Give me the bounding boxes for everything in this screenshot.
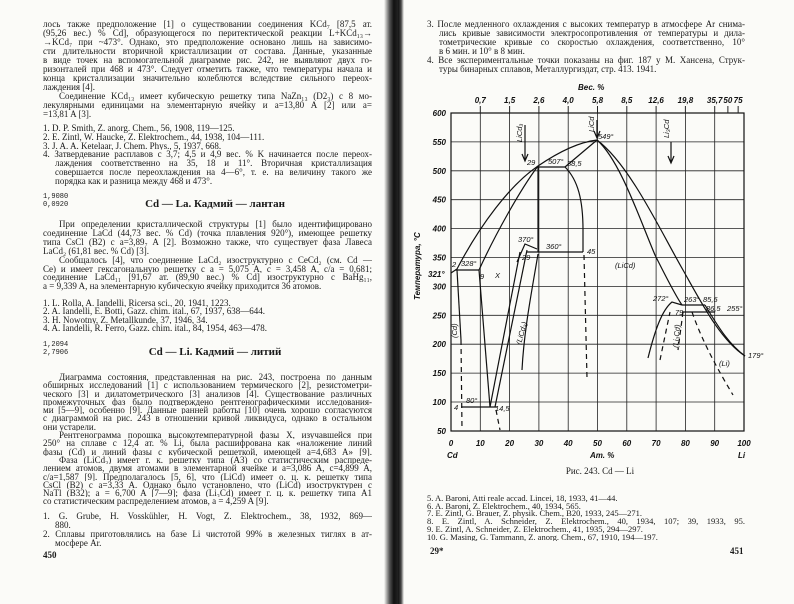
x-tick-label: 100 — [737, 439, 751, 448]
label-80: 80° — [466, 396, 478, 405]
x-axis-title: Ат. % — [590, 451, 615, 460]
text-line: сти длительности вторичной кристаллизации от состава. Данные, указанные — [43, 47, 372, 56]
section-heading-cd-li: Cd — Li. Кадмий — литий — [148, 346, 282, 358]
label-4: 4 — [454, 403, 459, 412]
text-line: 6. A. Baroni, Z. Elektrochem., 40, 1934, 565. — [427, 502, 581, 511]
text-line: совершается после переохлаждения на 4—6°, т. е. на величину такого же — [55, 167, 372, 177]
right-references — [427, 495, 745, 541]
text-line: мосфере Ar. — [55, 539, 102, 548]
label-li3cd-region: (Li₃Cd) — [671, 324, 683, 349]
label-licd-region: (LiCd) — [615, 261, 636, 270]
label-li3cd-compound: Li₃Cd — [662, 119, 671, 138]
licd-left-boundary — [565, 167, 583, 252]
text-line: CsCl (B2) с a=3,33 A. Однако было установлено, что (LiCd) изоструктурен с — [43, 480, 372, 490]
x-tick-label: 10 — [475, 439, 485, 448]
y-tick-label: 500 — [432, 166, 446, 176]
text-line: 5. A. Baroni, Atti reale accad. Lincei, 18, 1933, 41—44. — [427, 495, 618, 503]
text-line: 3. После медленного охлаждения с высоких температур в атмосфере Ar снима- — [427, 20, 745, 29]
top-tick-label: 0,7 — [474, 96, 486, 105]
label-45: 45 — [587, 247, 596, 256]
x-tick-label: 50 — [593, 439, 602, 448]
y-axis-title: Температура, °C — [413, 232, 422, 300]
y-tick-label: 150 — [432, 369, 446, 379]
text-line: лаждения [4]. — [43, 83, 96, 92]
text-line: лекулярными единицами на элементарную ячейку и a=13,80 A [2] или a= — [43, 101, 372, 110]
label-licd-compound: LiCd — [587, 116, 596, 132]
text-line: 2. E. Zintl, W. Haucke, Z. Elektrochem., 44, 1938, 104—111. — [43, 132, 265, 142]
y-tick-label: 100 — [432, 398, 446, 407]
li-code-2: 2,7906 — [43, 349, 69, 357]
label-38-5: 38,5 — [567, 159, 582, 168]
top-axis-title: Вес. % — [578, 83, 605, 92]
label-79: 79 — [675, 308, 684, 317]
top-tick-label: 4,0 — [562, 96, 574, 105]
text-line: Диаграмма состояния, представленная на рис. 243, построена по данным — [59, 373, 372, 382]
text-line: порядка как и разница между 468 и 473°. — [55, 176, 213, 186]
text-line: фазы (Cd) и линий фазы с кубической решеткой, имеющей a=4,683 A» [9]. — [43, 447, 372, 456]
label-370: 370° — [518, 235, 534, 244]
text-line: 880. — [55, 521, 71, 530]
x-tick-label: 80 — [680, 439, 690, 448]
text-line: NaTl (B32); a = 6,700 A [7—9]; фаза (Li₃Cd) имеет г. ц. к. решетку типа A1 — [43, 489, 372, 498]
text-line: 8. E. Zintl, A. Schneider, Z. Elektrochem., 40, 1934, 107; 39, 1933, 95. — [427, 518, 745, 526]
text-line: 2. Сплавы приготовлялись на базе Li чистотой 99% в железных тиглях в ат- — [43, 530, 372, 539]
y-tick-label: 550 — [432, 137, 446, 147]
label-cd-region: (Cd) — [450, 323, 459, 338]
text-line: конца кристаллизации значительно колеблются вследствие сильного переох- — [43, 74, 372, 83]
x-tick-label: 30 — [534, 439, 544, 448]
text-line: лись кривые зависимости электросопротивления от температуры и дила- — [439, 29, 745, 38]
y-tick-label: 50 — [437, 426, 446, 436]
text-line: →KCd₇ при ~473°. Однако, это предположение основано лишь на зависимо- — [43, 38, 372, 47]
label-507: 507° — [548, 157, 564, 166]
text-line: они устарели. — [43, 422, 96, 432]
text-line: a = 9,339 A, на элементарную кубическую ячейку приходится 36 атомов. — [43, 282, 322, 292]
text-line: ческого [3] и дилатометрического [3] анализов [4]. Существование различных — [43, 389, 372, 398]
label-263: 263° — [684, 295, 700, 304]
phase-boundaries — [451, 120, 745, 407]
text-line: =13,81 A [3]. — [43, 110, 92, 119]
x-tick-label: 40 — [563, 439, 573, 448]
text-line: промежуточных фаз было подтверждено рентгенографическими исследования- — [43, 397, 372, 407]
label-360: 360° — [546, 242, 562, 251]
label-2: 2 — [452, 260, 457, 269]
text-line: соединение LaCd (44,73 вес. % Cd) (точка плавления 920°), имеющее решетку — [43, 228, 372, 238]
text-line: ризонталей при 468 и 473°. Следует отметить также, что температуры начала и — [43, 65, 372, 74]
text-line: туры бинарных сплавов, Металлургиздат, стр. 413. 1941. — [439, 65, 657, 74]
label-14-5: 14,5 — [495, 404, 510, 413]
text-line: (95,26 вес.) % Cd], образующегося по перитектической реакции L+KCd₁₃→ — [43, 29, 372, 38]
top-tick-label: 35,7 — [706, 96, 723, 105]
page-number-right: 451 — [730, 546, 744, 556]
top-tick-label: 5,8 — [591, 96, 604, 105]
y-tick-label: 300 — [432, 282, 446, 292]
text-line: лением атомов, двумя атомами в элементарной ячейке и a=3,086 A, c=4,899 A, — [43, 464, 372, 473]
text-line: ми [5—9], особенно [9]. Данные ранней работы [10] очень хорошо согласуются — [43, 406, 372, 415]
arrow-li3cd — [668, 142, 674, 163]
text-line: 250° на сплаве с 12,4 ат. % Li, была расшифрована как «наложение линий — [43, 439, 372, 448]
y-tick-label: 250 — [432, 311, 446, 321]
x-tick-label: 90 — [710, 439, 720, 448]
la-code-1: 1,9080 — [43, 193, 69, 201]
diagram-point-labels — [428, 116, 764, 413]
text-line: с диаграммой на рис. 243 в отношении кривой ликвидуса, однако в остальном — [43, 414, 372, 423]
label-549: 549° — [598, 132, 614, 141]
licd-right-solidus — [597, 140, 682, 305]
label-86-5: 86,5 — [706, 304, 721, 313]
label-272: 272° — [653, 294, 669, 303]
label-321: 321° — [428, 270, 445, 279]
y-tick-label: 400 — [432, 224, 446, 234]
text-line: 3. H. Nowotny, Z. Metallkunde, 37, 1946, 34. — [43, 315, 208, 325]
x-tick-label: 60 — [622, 439, 632, 448]
x-tick-label: 20 — [505, 439, 515, 448]
top-tick-label: 75 — [733, 96, 743, 105]
text-line: обширных исследований [1] с использованием термического [2], резистометри- — [43, 381, 372, 390]
y-tick-label: 200 — [432, 340, 446, 350]
top-tick-label: 1,5 — [504, 96, 516, 105]
signature-mark: 29* — [430, 546, 444, 556]
licd3-boundary — [522, 254, 538, 370]
text-line: в виде точек на вспомогательной диаграмме рис. 242, не выявляют двух го- — [43, 56, 372, 65]
page-number-left: 450 — [43, 550, 57, 560]
label-9: 9 — [480, 272, 485, 281]
text-line: Соединение KCd₁₃ имеет кубическую решетку типа NaZn₁₃ (D2₃) с 8 мо- — [59, 92, 372, 101]
label-29-bottom: 29 — [522, 253, 531, 262]
text-line: со статистическим распределением атомов, a = 4,259 A [9]. — [43, 497, 269, 506]
la-code-2: 0,0920 — [43, 201, 69, 209]
y-tick-label: 350 — [432, 253, 446, 263]
text-line: соединение LaCd₁₁ [91,67 ат. (89,90 вес.) % Cd] изоструктурно с BaHg₁₁, — [43, 273, 372, 283]
text-line: При определении кристаллической структуры [1] было идентифицировано — [59, 220, 372, 229]
text-line: 1. G. Grube, H. Vosskühler, H. Vogt, Z. Elektrochem., 38, 1932, 869— — [43, 512, 372, 521]
top-tick-label: 8,5 — [621, 96, 633, 105]
text-line: в 6 мин. и 10° в 8 мин. — [439, 47, 525, 56]
text-line: 2. A. Iandelli, E. Botti, Gazz. chim. ital., 67, 1937, 638—644. — [43, 307, 265, 316]
text-line: 7. E. Zintl, G. Brauer, Z. physik. Chem., B20, 1933, 245—271. — [427, 510, 642, 519]
text-line: 10. G. Masing, G. Tammann, Z. anorg. Chem., 67, 1910, 194—197. — [427, 533, 658, 542]
figure-caption: Рис. 243. Cd — Li — [565, 466, 635, 476]
text-line: лаждения соответственно на 35, 18 и 11°. Вторичная кристаллизация — [55, 159, 372, 168]
text-line: Рентгенограмма порошка высокотемпературной фазы X, изучавшейся при — [59, 431, 372, 440]
li-code-1: 1,2094 — [43, 341, 69, 349]
y-tick-label: 600 — [432, 109, 446, 118]
text-line: c/a=1,587 [9]. Предполагалось [5, 6], что (LiCd) имеет о. ц. к. решетку типа — [43, 472, 372, 481]
text-line: 4. Затвердевание расплавов с 3,7; 4,5 и 4,9 вес. % K начинается после переох- — [43, 150, 372, 160]
section-heading-cd-la: Cd — La. Кадмий — лантан — [145, 198, 285, 210]
label-licd3-compound: LiCd₃ — [515, 123, 524, 142]
text-line: LaCd₂ (61,81 вес. % Cd) [3]. — [43, 246, 150, 256]
label-179: 179° — [748, 351, 764, 360]
text-line: типа CsCl (B2) с a=3,89₇ A [2]. Возможно также, что существует фаза Лавеса — [43, 237, 372, 247]
x-right-element: Li — [738, 451, 746, 460]
text-line: Ce) и имеет гексагональную решетку с a = 5,075 A, c = 3,458 A, c/a = 0,681; — [43, 264, 372, 274]
text-line: Сообщалось [4], что соединение LaCd₂ изоструктурно с CeCd₂ (см. Cd — — [59, 255, 372, 265]
top-tick-label: 2,6 — [533, 96, 545, 105]
label-x-phase: X — [495, 271, 501, 280]
text-line: Фаза (LiCd₃) имеет г. к. решетку типа (A3) со статистическим распреде- — [59, 455, 372, 465]
label-licd3-region: (LiCd₃) — [514, 320, 529, 346]
text-line: 1. D. P. Smith, Z. anorg. Chem., 56, 1908, 119—125. — [43, 124, 235, 133]
text-line: лось также предположение [1] о существовании соединения KCd₇ [87,5 ат. — [43, 20, 372, 29]
label-255: 255° — [727, 304, 743, 313]
text-line: тометрические кривые со скоростью охлаждения, соответственно, 10° — [439, 38, 745, 47]
label-85-5: 85,5 — [703, 295, 718, 304]
x-tick-label: 0 — [448, 439, 454, 448]
label-328: 328° — [461, 259, 477, 268]
text-line: 4. Все экспериментальные точки показаны на фиг. 187 у М. Хансена, Струк- — [427, 56, 745, 65]
y-tick-label: 450 — [432, 195, 446, 205]
top-tick-label: 19,8 — [677, 96, 694, 105]
top-tick-label: 12,6 — [648, 96, 664, 105]
text-line: 3. J. A. A. Ketelaar, J. Chem. Phys., 5, 1937, 668. — [43, 141, 222, 151]
text-line: 4. A. Iandelli, R. Ferro, Gazz. chim. ital., 84, 1954, 463—478. — [43, 324, 267, 333]
x-left-element: Cd — [447, 451, 458, 460]
text-line: 9. E. Zintl, A. Schneider, Z. Elektrochem., 41, 1935, 294—297. — [427, 525, 643, 534]
text-line: 1. L. Rolla, A. Iandelli, Ricersa sci., 20, 1941, 1223. — [43, 299, 231, 308]
label-29-top: 29 — [527, 158, 536, 167]
label-li-region: (Li) — [719, 359, 730, 368]
top-tick-label: 50 — [723, 96, 733, 105]
x-tick-label: 70 — [651, 439, 661, 448]
